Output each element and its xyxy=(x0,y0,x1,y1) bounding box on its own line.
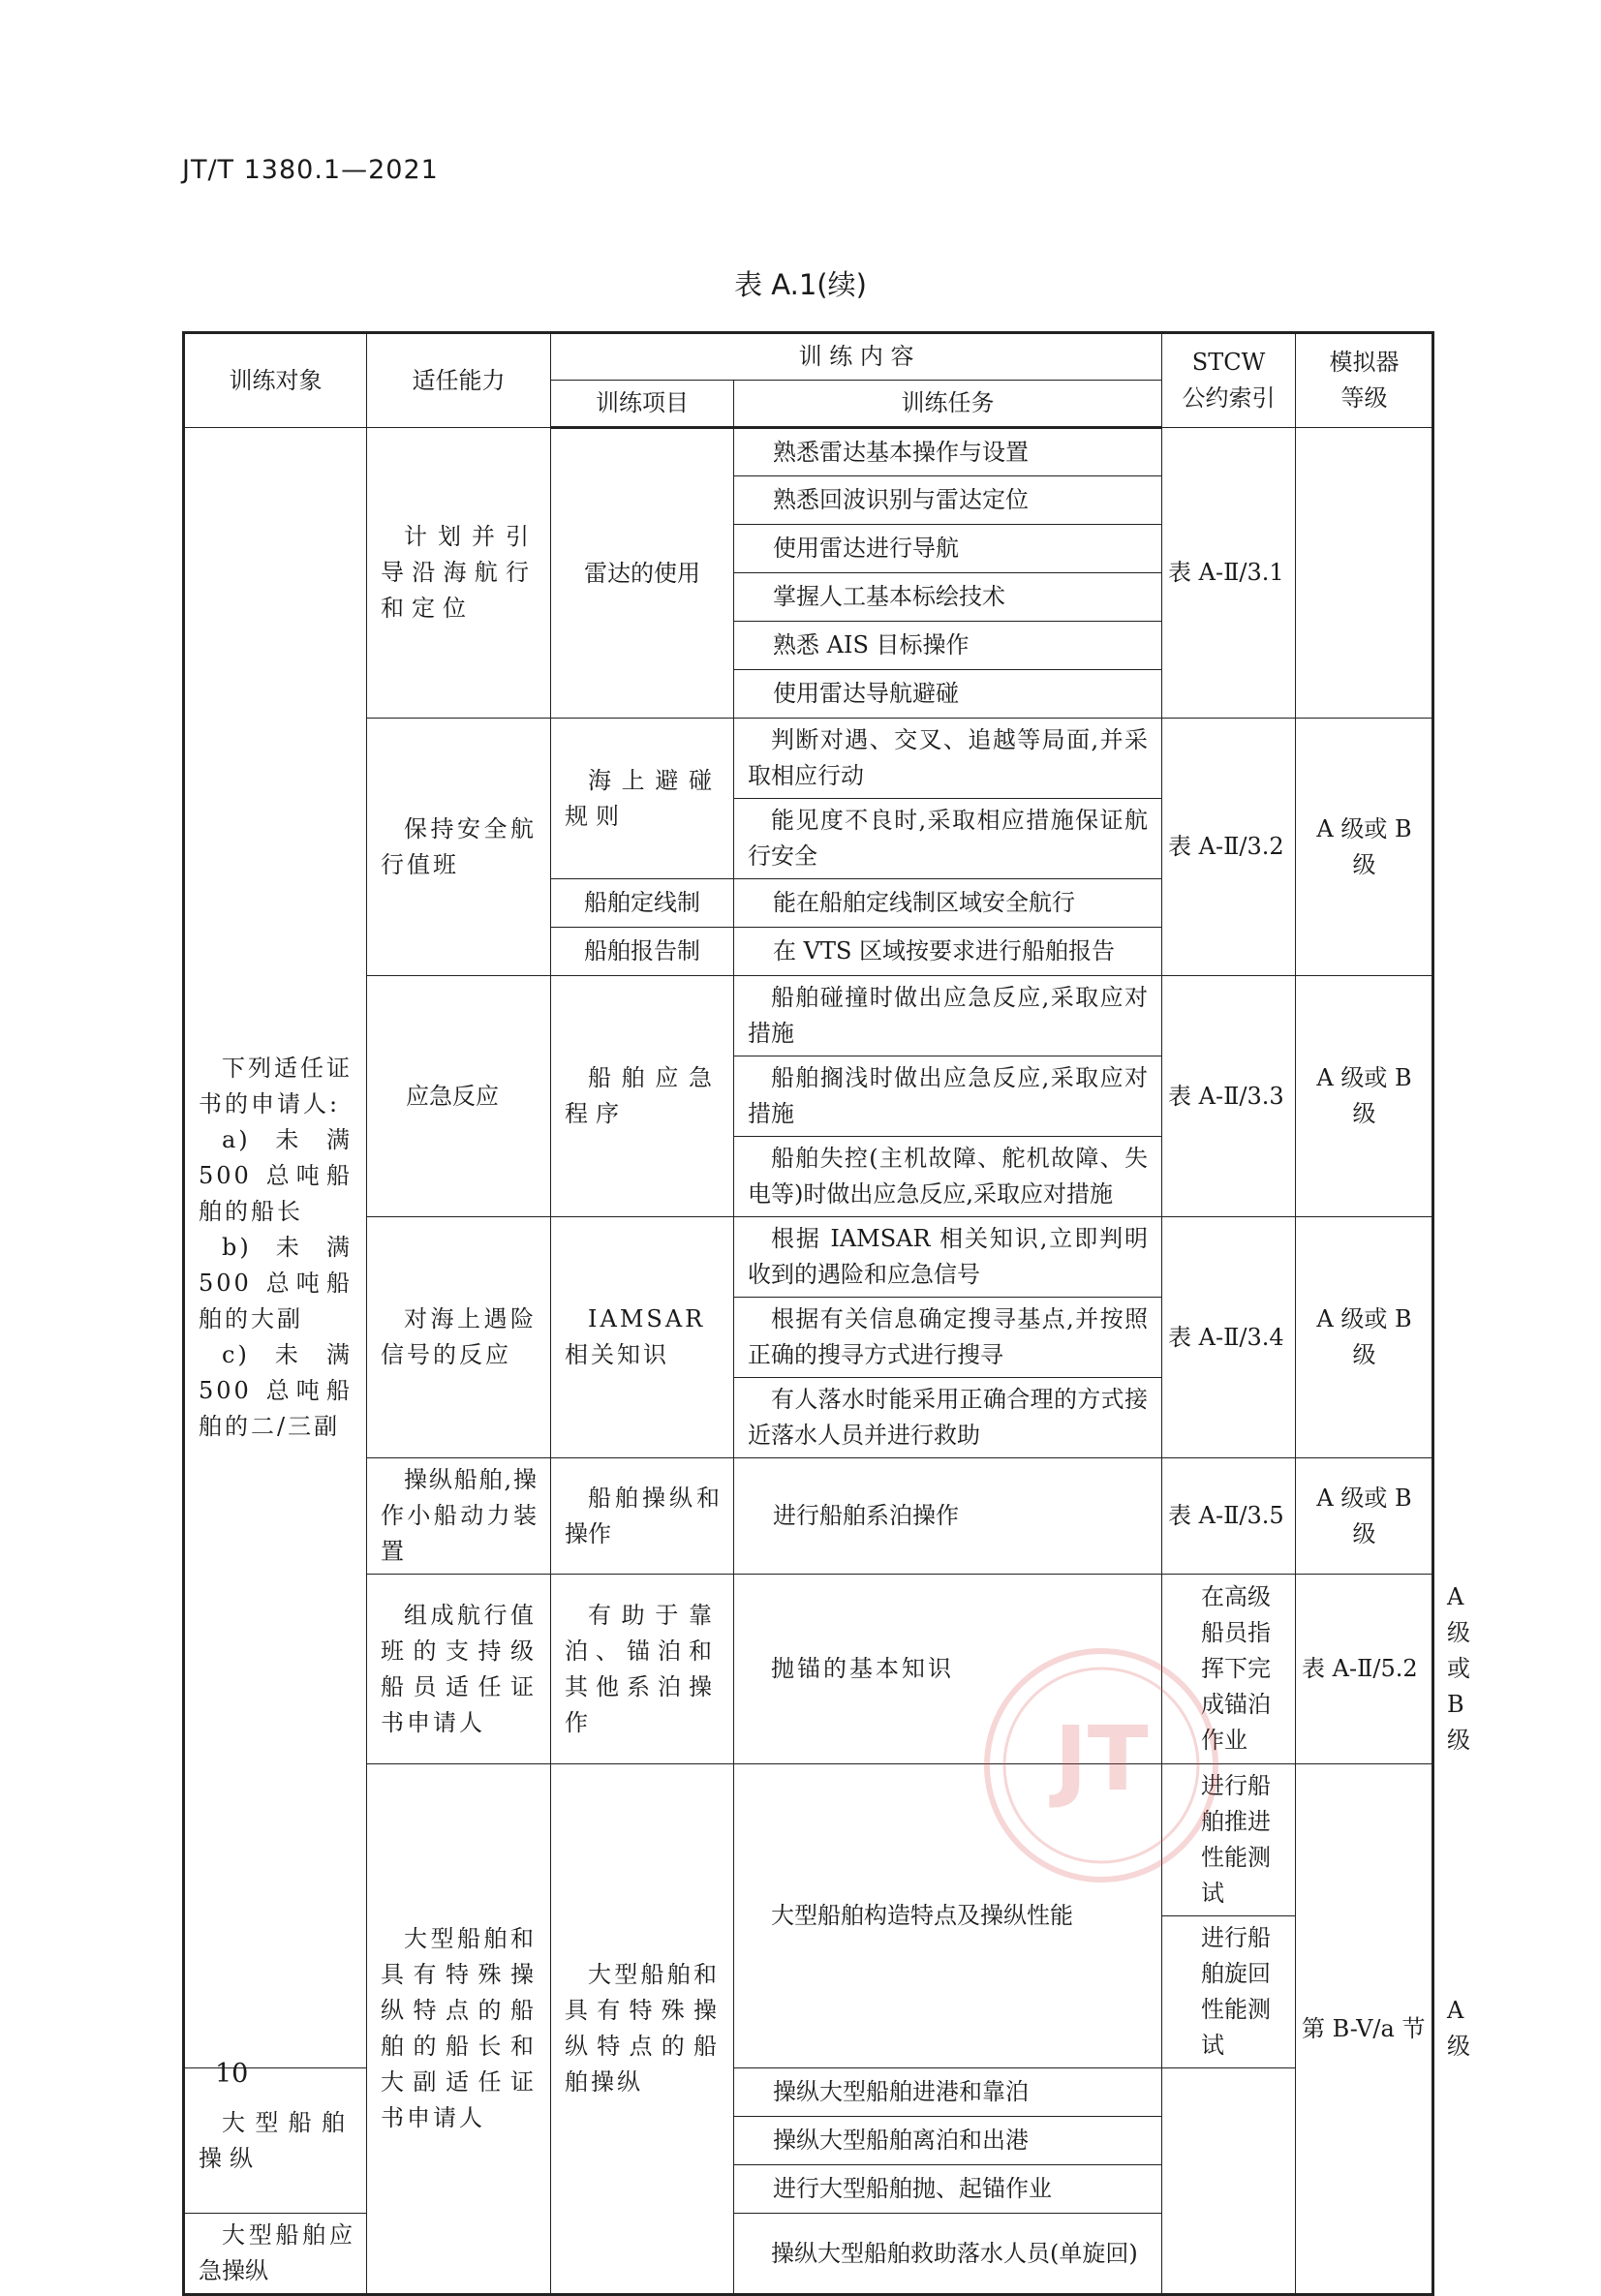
task-cell: 进行船舶推进性能测试 xyxy=(1162,1764,1296,1916)
trainee-line: 下列适任证书的申请人: xyxy=(199,1055,353,1117)
task-cell: 熟悉雷达基本操作与设置 xyxy=(734,428,1162,476)
item-cell: 雷达的使用 xyxy=(551,428,734,719)
header-stcw-index xyxy=(1162,333,1296,428)
competence-cell: 大型船舶和具有特殊操纵特点的船舶操纵 xyxy=(551,1764,734,2295)
task-cell: 进行船舶旋回性能测试 xyxy=(1162,1916,1296,2068)
trainee-cell: 组成航行值班的支持级船员适任证书申请人 xyxy=(367,1575,551,1764)
level-cell: A 级或 B 级 xyxy=(1296,1458,1433,1575)
header-training-task: 训练任务 xyxy=(734,381,1162,428)
trainee-line: a)未满 500 总吨船舶的船长 xyxy=(199,1126,353,1225)
stcw-cell: 表 A-Ⅱ/3.4 xyxy=(1162,1217,1296,1458)
header-training-item: 训练项目 xyxy=(551,381,734,428)
task-cell: 船舶碰撞时做出应急反应,采取应对措施 xyxy=(734,976,1162,1056)
task-cell: 根据 IAMSAR 相关知识,立即判明收到的遇险和应急信号 xyxy=(734,1217,1162,1298)
trainee-cell xyxy=(184,428,367,2068)
header-sim-line2: 等级 xyxy=(1340,384,1388,412)
competence-cell: 对海上遇险信号的反应 xyxy=(367,1217,551,1458)
task-cell: 根据有关信息确定搜寻基点,并按照正确的搜寻方式进行搜寻 xyxy=(734,1298,1162,1378)
task-cell: 在 VTS 区域按要求进行船舶报告 xyxy=(734,928,1162,976)
competence-cell: 保持安全航行值班 xyxy=(367,719,551,976)
stamp-text: JT xyxy=(1054,1707,1149,1811)
task-cell: 船舶失控(主机故障、舵机故障、失电等)时做出应急反应,采取应对措施 xyxy=(734,1137,1162,1217)
table-title: 表 A.1(续) xyxy=(734,268,867,301)
standard-code: JT/T 1380.1—2021 xyxy=(182,155,439,185)
level-cell xyxy=(1296,428,1433,719)
task-cell: 有人落水时能采用正确合理的方式接近落水人员并进行救助 xyxy=(734,1378,1162,1458)
item-cell: 船舶定线制 xyxy=(551,879,734,928)
task-cell: 操纵大型船舶离泊和出港 xyxy=(734,2117,1162,2165)
stcw-cell: 表 A-Ⅱ/5.2 xyxy=(1296,1575,1433,1764)
task-cell: 使用雷达导航避碰 xyxy=(734,670,1162,719)
item-cell: 船舶报告制 xyxy=(551,928,734,976)
header-stcw-line1: STCW xyxy=(1191,349,1266,376)
trainee-line: b)未满 500 总吨船舶的大副 xyxy=(199,1234,353,1332)
header-competence: 适任能力 xyxy=(367,333,551,428)
competence-cell: 有助于靠泊、锚泊和其他系泊操作 xyxy=(551,1575,734,1764)
level-cell: A 级或 B 级 xyxy=(1296,1217,1433,1458)
competence-cell: 应急反应 xyxy=(367,976,551,1217)
level-cell: A 级或 B 级 xyxy=(1296,976,1433,1217)
task-cell: 在高级船员指挥下完成锚泊作业 xyxy=(1162,1575,1296,1764)
stcw-cell: 表 A-Ⅱ/3.3 xyxy=(1162,976,1296,1217)
jt-stamp-watermark xyxy=(980,1644,1222,1886)
task-cell: 掌握人工基本标绘技术 xyxy=(734,573,1162,622)
training-requirements-table: 训练对象 适任能力 训 练 内 容 STCW 公约索引 模拟器 等级 训练项目 训练任务 下列适任证书的申请人: a)未满 500 总吨船舶的船长 b)未满 500 总吨船舶的大副 c)未满 500 总吨船舶的二/三副 计划并引导沿海航行和定位 雷达的使用 熟悉雷达基本操作与设置 表 A-Ⅱ/3.1 熟悉回波识别与雷达定位 使用雷达进行导航 掌握人工基本标绘技术 熟悉 AIS 目标操作 使用雷达导航避碰 保持安全航行值班 海上避碰规则 判断对遇、交叉、追越等局面,并采取相应行动 表 A-Ⅱ/3.2 A 级或 B 级 能见度不良时,采取相应措施保证航行安全 船舶定线制 能在船舶定线制区域安全航行 船舶报告制 在 VTS 区域按要求进行船舶报告 应急反应 船舶应急程序 船舶碰撞时做出应急反应,采取应对措施 表 A-Ⅱ/3.3 A 级或 B 级 船舶搁浅时做出应急反应,采取应对措施 船舶失控(主机故障、舵机故障、失电等)时做出应急反应,采取应对措施 对海上遇险信号的反应 IAMSAR 相关知识 根据 IAMSAR 相关知识,立即判明收到的遇险和应急信号 表 A-Ⅱ/3.4 A 级或 B 级 根据有关信息确定搜寻基点,并按照正确的搜寻方式进行搜寻 有人落水时能采用正确合理的方式接近落水人员并进行救助 操纵船舶,操作小船动力装置 船舶操纵和操作 进行船舶系泊操作 表 A-Ⅱ/3.5 A 级或 B 级 组成航行值班的支持级船员适任证书申请人 有助于靠泊、锚泊和其他系泊操作 抛锚的基本知识 在高级船员指挥下完成锚泊作业 表 A-Ⅱ/5.2 A 级或 B 级 大型船舶和具有特殊操纵特点的船舶的船长和大副适任证书申请人 大型船舶和具有特殊操纵特点的船舶操纵 大型船舶构造特点及操纵性能 进行船舶推进性能测试 第 B-V/a 节 A 级 进行船舶旋回性能测试 大型船舶操纵 操纵大型船舶进港和靠泊 操纵大型船舶离泊和出港 进行大型船舶抛、起锚作业 大型船舶应急操纵 操纵大型船舶救助落水人员(单旋回) xyxy=(182,331,1434,2296)
item-cell: 大型船舶应急操纵 xyxy=(184,2214,367,2295)
task-cell: 使用雷达进行导航 xyxy=(734,525,1162,573)
task-cell: 进行船舶系泊操作 xyxy=(734,1458,1162,1575)
header-sim-line1: 模拟器 xyxy=(1329,349,1400,376)
item-cell: 海上避碰规则 xyxy=(551,719,734,879)
level-cell: A 级或 B 级 xyxy=(1296,719,1433,976)
item-cell: 大型船舶构造特点及操纵性能 xyxy=(734,1764,1162,2068)
stcw-cell: 表 A-Ⅱ/3.1 xyxy=(1162,428,1296,719)
stcw-cell: 表 A-Ⅱ/3.2 xyxy=(1162,719,1296,976)
header-training-content: 训 练 内 容 xyxy=(551,333,1162,381)
stcw-cell: 第 B-V/a 节 xyxy=(1296,1764,1433,2295)
task-cell: 熟悉 AIS 目标操作 xyxy=(734,622,1162,670)
header-simulator-level xyxy=(1296,333,1433,428)
trainee-cell: 大型船舶和具有特殊操纵特点的船舶的船长和大副适任证书申请人 xyxy=(367,1764,551,2295)
competence-cell: 计划并引导沿海航行和定位 xyxy=(367,428,551,719)
task-cell: 操纵大型船舶进港和靠泊 xyxy=(734,2068,1162,2117)
stcw-cell: 表 A-Ⅱ/3.5 xyxy=(1162,1458,1296,1575)
task-cell: 能在船舶定线制区域安全航行 xyxy=(734,879,1162,928)
trainee-line: c)未满 500 总吨船舶的二/三副 xyxy=(199,1341,353,1440)
task-cell: 熟悉回波识别与雷达定位 xyxy=(734,476,1162,525)
task-cell: 判断对遇、交叉、追越等局面,并采取相应行动 xyxy=(734,719,1162,799)
item-cell: IAMSAR 相关知识 xyxy=(551,1217,734,1458)
page-number: 10 xyxy=(215,2059,249,2089)
header-trainee: 训练对象 xyxy=(184,333,367,428)
competence-cell: 操纵船舶,操作小船动力装置 xyxy=(367,1458,551,1575)
item-cell: 船舶操纵和操作 xyxy=(551,1458,734,1575)
item-cell: 船舶应急程序 xyxy=(551,976,734,1217)
item-cell: 大型船舶操纵 xyxy=(184,2068,367,2214)
task-cell: 能见度不良时,采取相应措施保证航行安全 xyxy=(734,799,1162,879)
task-cell: 进行大型船舶抛、起锚作业 xyxy=(734,2165,1162,2214)
item-cell: 抛锚的基本知识 xyxy=(734,1575,1162,1764)
task-cell: 船舶搁浅时做出应急反应,采取应对措施 xyxy=(734,1056,1162,1137)
header-stcw-line2: 公约索引 xyxy=(1182,384,1276,412)
task-cell: 操纵大型船舶救助落水人员(单旋回) xyxy=(734,2214,1162,2295)
